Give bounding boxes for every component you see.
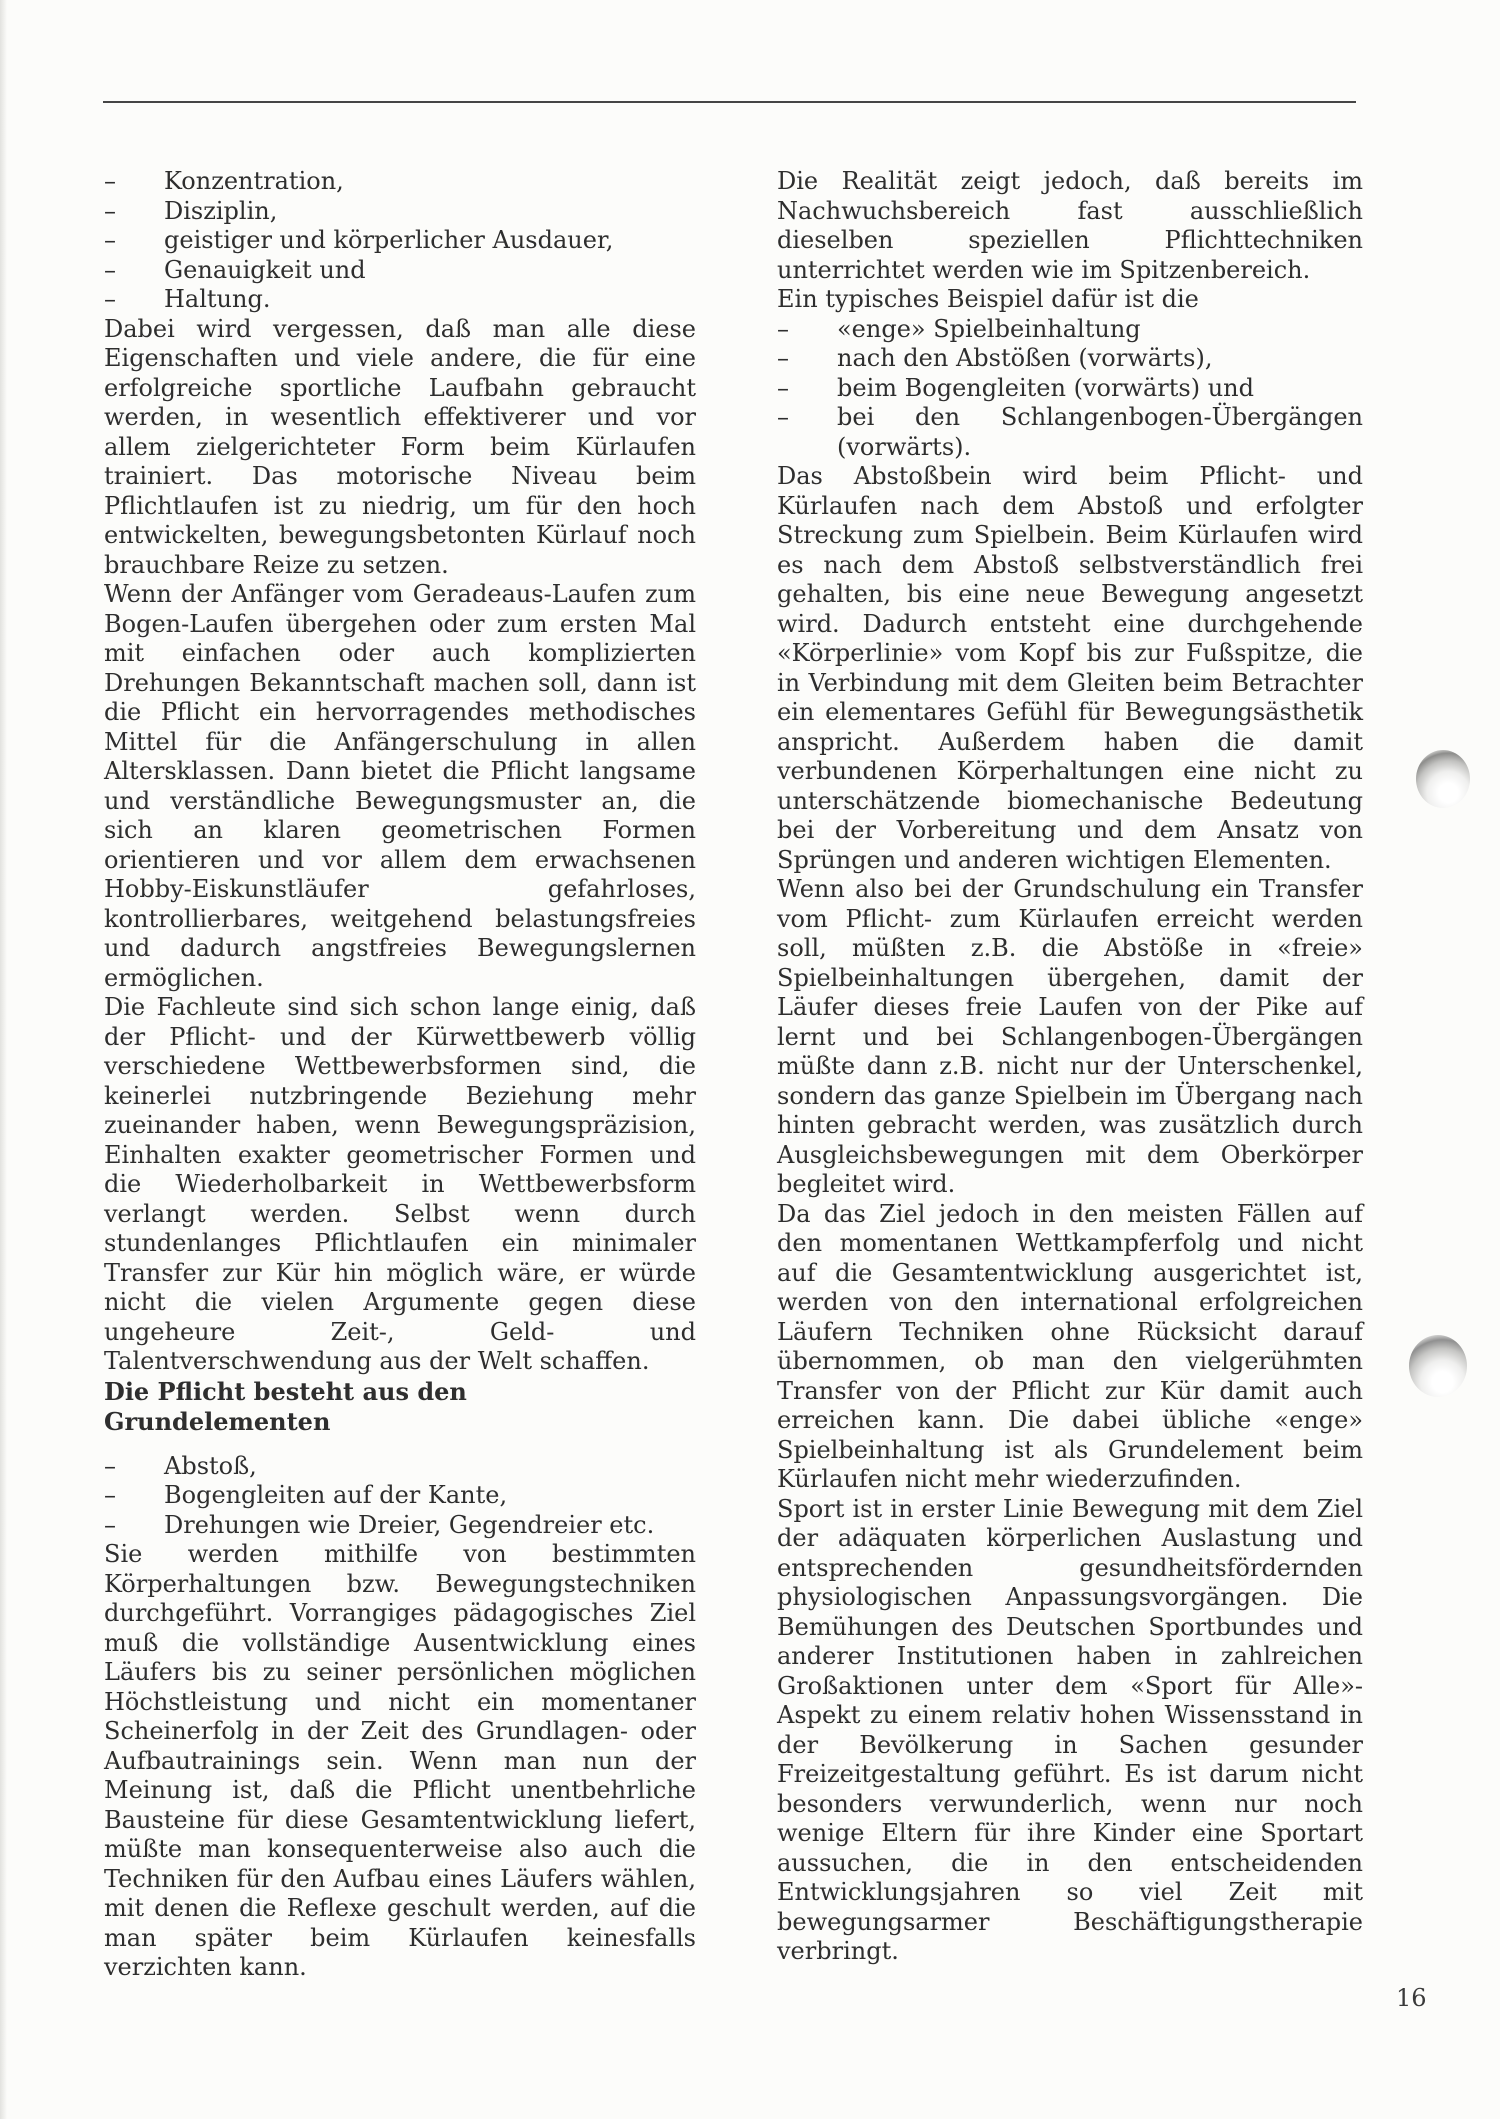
bullet-dash: – (777, 403, 789, 431)
bullet-item (777, 315, 1363, 345)
bullet-list-elements (104, 1452, 696, 1541)
bullet-text: Bogengleiten auf der Kante, (164, 1481, 508, 1509)
bullet-text: Konzentration, (164, 167, 344, 195)
bullet-item (104, 1452, 696, 1482)
bullet-text: Disziplin, (164, 196, 278, 225)
bullet-dash: – (104, 167, 116, 195)
bullet-item (104, 226, 696, 256)
bullet-text: Drehungen wie Dreier, Gegendreier etc. (164, 1510, 655, 1539)
paragraph: Das Abstoßbein wird beim Pflicht- und Kürlaufen nach dem Abstoß und erfolgter Streckung zum Spielbein. Beim Kürlaufen wird es nach dem Abstoß selbstverständlich frei gehalten, bis eine neue Bewegung angesetzt wird. Dadurch entsteht eine durchgehende «Körperlinie» vom Kopf bis zur Fußspitze, die in Verbindung mit dem Gleiten beim Betrachter ein elementares Gefühl für Bewegungsästhetik anspricht. Außerdem haben die damit verbundenen Körperhaltungen eine nicht zu unterschätzende biomechanische Bedeutung bei der Vorbereitung und dem Ansatz von Sprüngen und anderen wichtigen Elementen. (777, 462, 1363, 874)
binding-hole-mark-top (1416, 750, 1470, 808)
binding-hole-mark-bottom (1409, 1335, 1467, 1397)
page-number: 16 (1396, 1984, 1427, 2012)
bullet-item (777, 403, 1363, 462)
paragraph: Die Realität zeigt jedoch, daß bereits im Nachwuchsbereich fast ausschließlich dieselben speziellen Pflichttechniken unterrichtet werden wie im Spitzenbereich. (777, 167, 1363, 284)
bullet-list-examples (777, 315, 1363, 463)
paragraph: Wenn also bei der Grundschulung ein Transfer vom Pflicht- zum Kürlaufen erreicht werden soll, müßten z.B. die Abstöße in «freie» Spielbeinhaltungen übergehen, damit der Läufer dieses freie Laufen von der Pike auf lernt und bei Schlangenbogen-Übergängen müßte dann z.B. nicht nur der Unterschenkel, sondern das ganze Spielbein im Übergang nach hinten gebracht werden, was zusätzlich durch Ausgleichsbewegungen mit dem Oberkörper begleitet wird. (777, 875, 1363, 1198)
bullet-dash: – (777, 314, 789, 343)
bullet-item (777, 344, 1363, 374)
bullet-dash: – (104, 255, 116, 284)
bullet-dash: – (104, 285, 116, 313)
paragraph: Ein typisches Beispiel dafür ist die (777, 285, 1199, 313)
bullet-item (777, 374, 1363, 404)
bullet-dash: – (104, 1510, 116, 1539)
bullet-item (104, 285, 696, 315)
paragraph: Wenn der Anfänger vom Geradeaus-Laufen zum Bogen-Laufen übergehen oder zum ersten Mal mit einfachen oder auch komplizierten Drehungen Bekanntschaft machen soll, dann ist die Pflicht ein hervorragendes methodisches Mittel für die Anfängerschulung in allen Altersklassen. Dann bietet die Pflicht langsame und verständliche Bewegungsmuster an, die sich an klaren geometrischen Formen orientieren und vor allem dem erwachsenen Hobby-Eiskunstläufer gefahrloses, kontrollierbares, weitgehend belastungsfreies und dadurch angstfreies Bewegungslernen ermöglichen. (104, 580, 696, 992)
bullet-item (104, 167, 696, 197)
bullet-dash: – (777, 344, 789, 372)
bullet-text: nach den Abstößen (vorwärts), (837, 344, 1213, 372)
section-heading: Die Pflicht besteht aus den Grundelementen (104, 1376, 467, 1436)
bullet-text: beim Bogengleiten (vorwärts) und (837, 373, 1254, 402)
left-column (104, 167, 696, 1983)
bullet-dash: – (104, 196, 116, 225)
bullet-dash: – (104, 226, 116, 254)
bullet-item (104, 197, 696, 227)
bullet-text: Haltung. (164, 285, 271, 313)
paragraph: Sie werden mithilfe von bestimmten Körperhaltungen bzw. Bewegungstechniken durchgeführt. Vorrangiges pädagogisches Ziel muß die vollständige Ausentwicklung eines Läufers bis zu seiner persönlichen möglichen Höchstleistung und nicht ein momentaner Scheinerfolg in der Zeit des Grundlagen- oder Aufbautrainings sein. Wenn man nun der Meinung ist, daß die Pflicht unentbehrliche Bausteine für diese Gesamtentwicklung liefert, müßte man konsequenterweise also auch die Techniken für den Aufbau eines Läufers wählen, mit denen die Reflexe geschult werden, auf die man später beim Kürlaufen keinesfalls verzichten kann. (104, 1540, 696, 1981)
bullet-text: bei den Schlangenbogen-Übergängen (vorwärts). (837, 403, 1363, 461)
bullet-text: Genauigkeit und (164, 255, 366, 284)
bullet-dash: – (104, 1481, 116, 1509)
bullet-item (104, 1481, 696, 1511)
bullet-dash: – (777, 373, 789, 402)
bullet-item (104, 1511, 696, 1541)
bullet-text: Abstoß, (164, 1451, 257, 1480)
bullet-text: geistiger und körperlicher Ausdauer, (164, 226, 614, 254)
paragraph: Da das Ziel jedoch in den meisten Fällen auf den momentanen Wettkampferfolg und nicht auf die Gesamtentwicklung ausgerichtet ist, werden von den international erfolgreichen Läufern Techniken ohne Rücksicht darauf übernommen, ob man den vielgerühmten Transfer von der Pflicht zur Kür damit auch erreichen kann. Die dabei übliche «enge» Spielbeinhaltung ist als Grundelement beim Kürlaufen nicht mehr wiederzufinden. (777, 1199, 1363, 1493)
paragraph: Sport ist in erster Linie Bewegung mit dem Ziel der adäquaten körperlichen Auslastung und entsprechenden gesundheitsfördernden physiologischen Anpassungsvorgängen. Die Bemühungen des Deutschen Sportbundes und anderer Institutionen haben in zahlreichen Großaktionen unter dem «Sport für Alle»-Aspekt zu einem relativ hohen Wissensstand in der Bevölkerung in Sachen gesunder Freizeitgestaltung geführt. Es ist darum nicht besonders verwunderlich, wenn nur noch wenige Eltern für ihre Kinder eine Sportart aussuchen, die in den entscheidenden Entwicklungsjahren so viel Zeit mit bewegungsarmer Beschäftigungstherapie verbringt. (777, 1494, 1363, 1965)
bullet-dash: – (104, 1451, 116, 1480)
paragraph: Die Fachleute sind sich schon lange einig, daß der Pflicht- und der Kürwettbewerb völlig verschiedene Wettbewerbsformen sind, die keinerlei nutzbringende Beziehung mehr zueinander haben, wenn Bewegungspräzision, Einhalten exakter geometrischer Formen und die Wiederholbarkeit in Wettbewerbsform verlangt werden. Selbst wenn durch stundenlanges Pflichtlaufen ein minimaler Transfer zur Kür hin möglich wäre, er würde nicht die vielen Argumente gegen diese ungeheure Zeit-, Geld- und Talentverschwendung aus der Welt schaffen. (104, 993, 696, 1375)
paragraph: Dabei wird vergessen, daß man alle diese Eigenschaften und viele andere, die für eine erfolgreiche sportliche Laufbahn gebraucht werden, in wesentlich effektiverer und vor allem zielgerichteter Form beim Kürlaufen trainiert. Das motorische Niveau beim Pflichtlaufen ist zu niedrig, um für den hoch entwickelten, bewegungsbetonten Kürlauf noch brauchbare Reize zu setzen. (104, 314, 696, 579)
right-column (777, 167, 1363, 1967)
bullet-item (104, 256, 696, 286)
bullet-list-qualities (104, 167, 696, 315)
top-rule (103, 101, 1356, 103)
page-edge-shadow (0, 0, 7, 2119)
bullet-text: «enge» Spielbeinhaltung (837, 314, 1141, 343)
